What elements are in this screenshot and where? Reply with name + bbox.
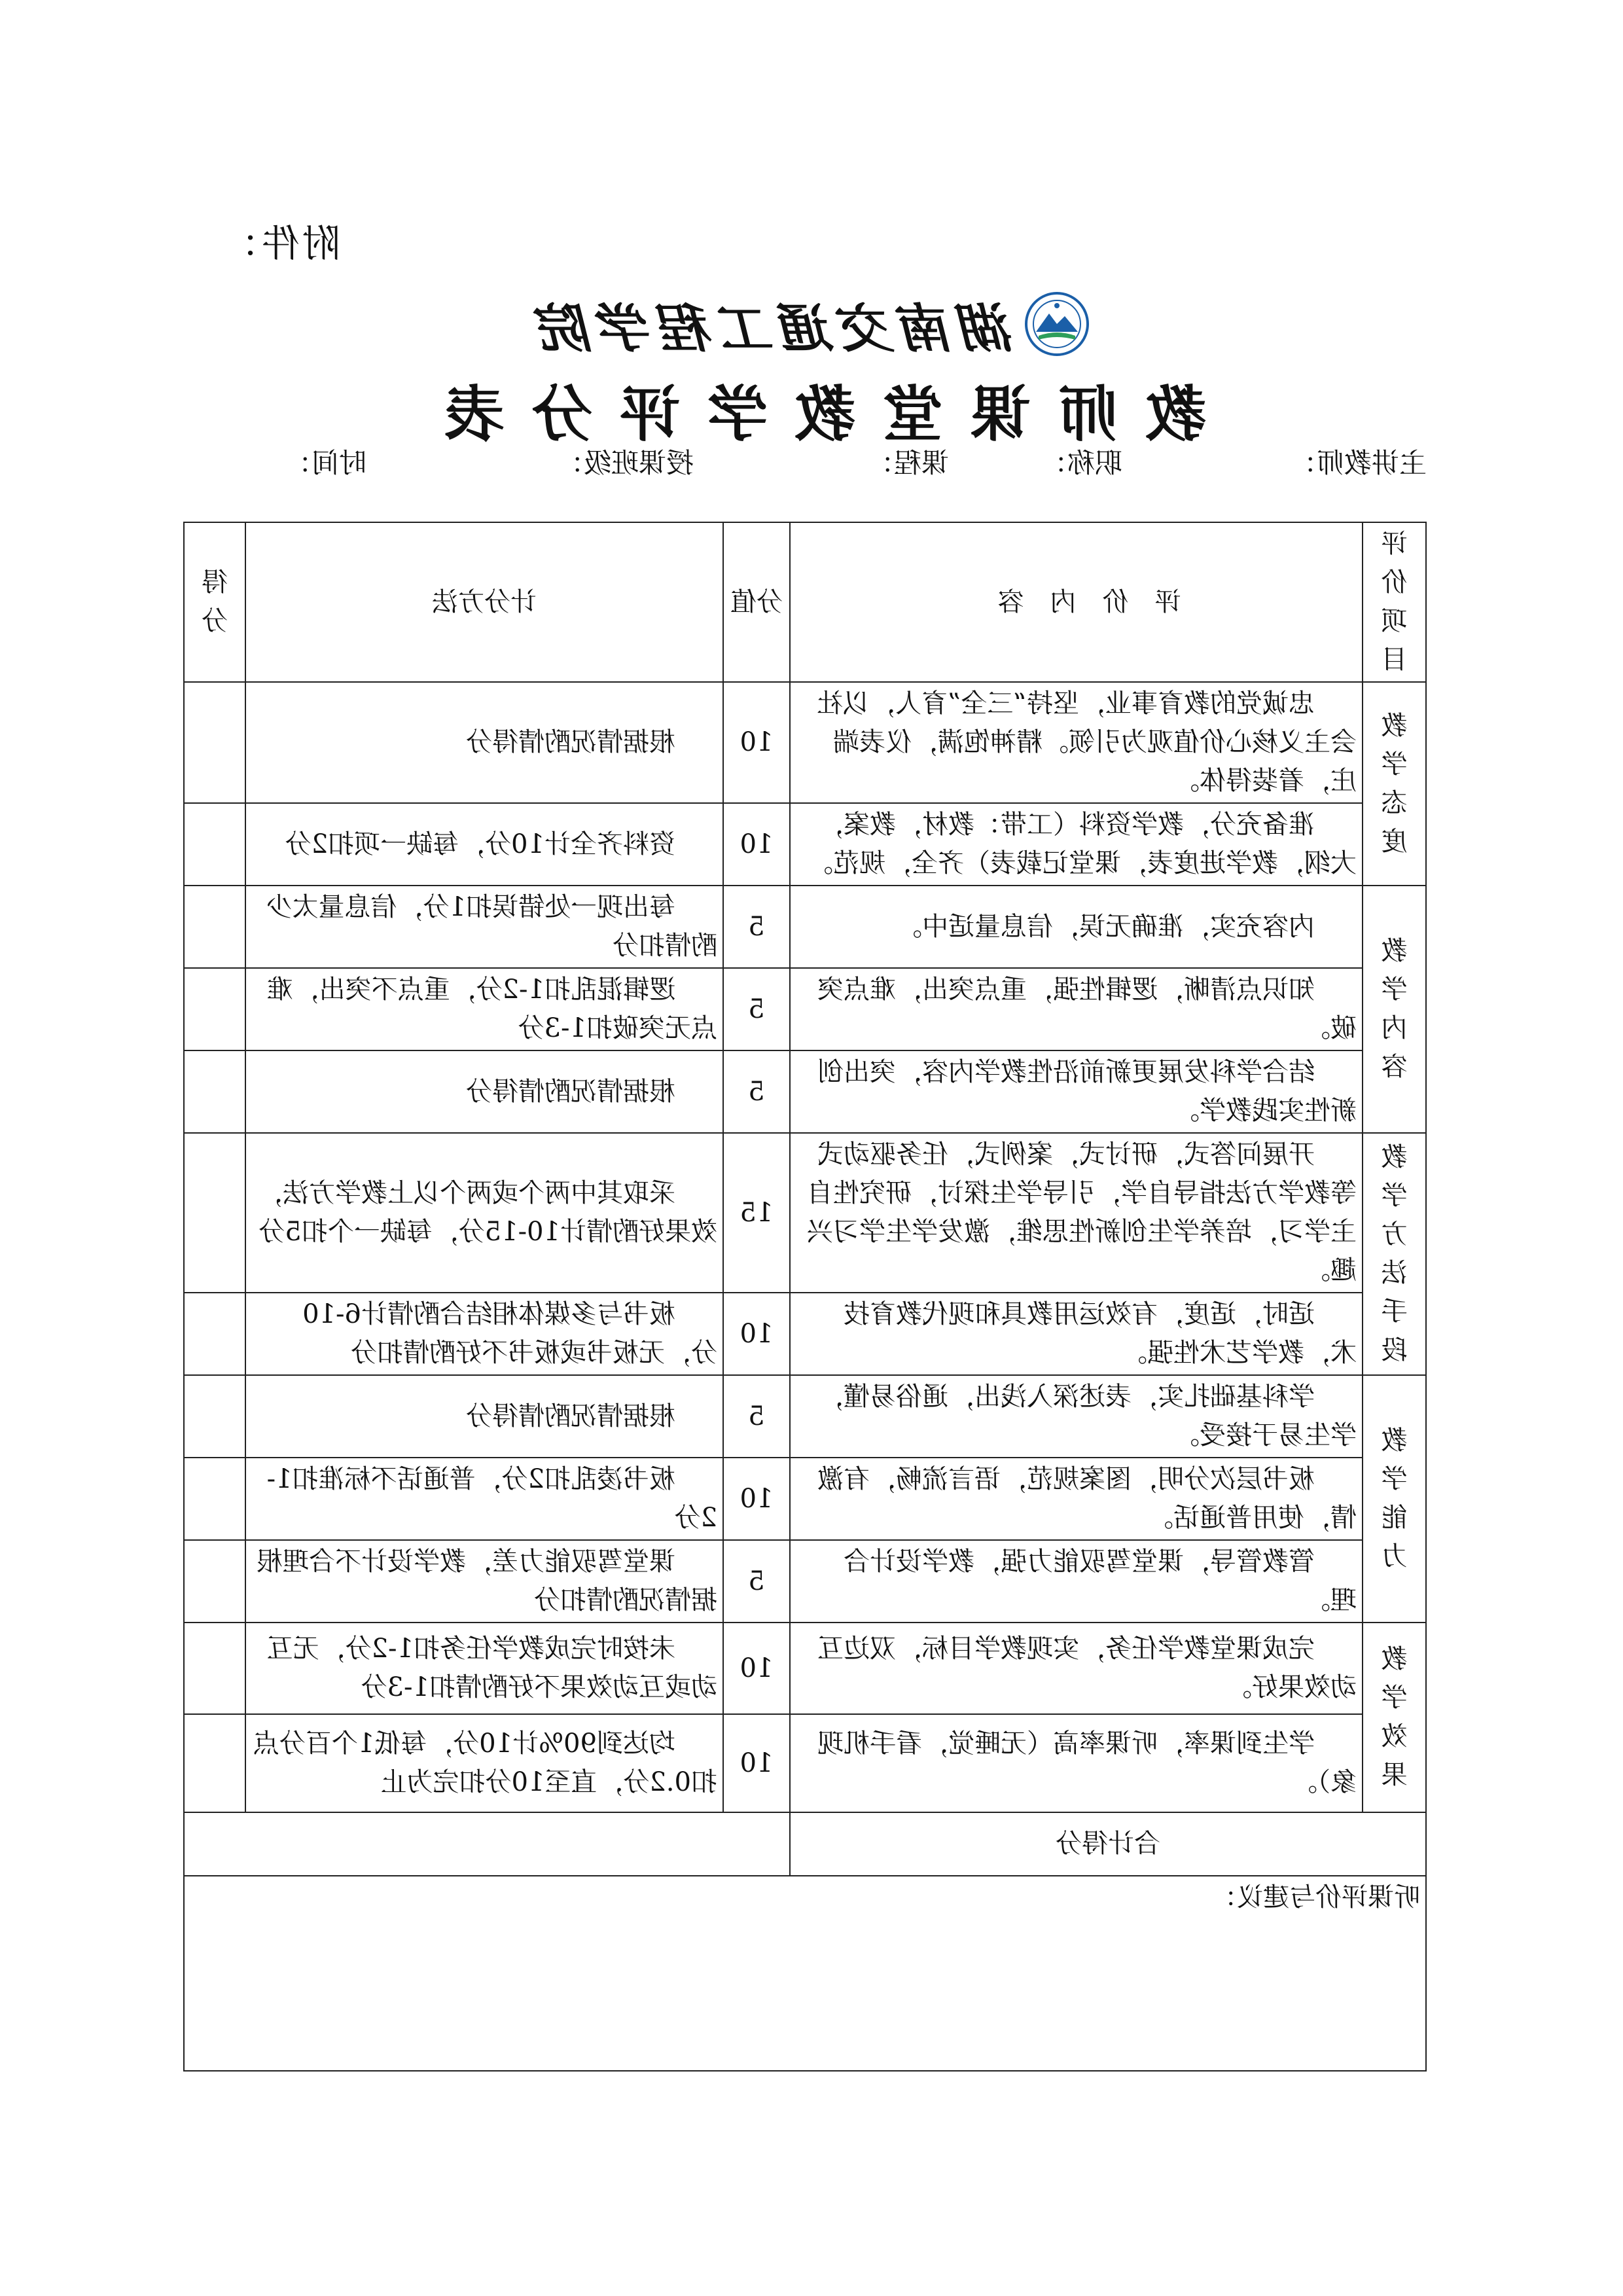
info-class-label: 授课班级： [556,447,694,479]
school-header [0,285,1623,363]
advice-cell[interactable] [184,1876,1426,2071]
value-cell: 15 [723,1133,790,1293]
content-cell: 适时，适度，有效运用教具和现代教育技术，教学艺术性强。 [790,1293,1363,1375]
method-cell: 根据情况酌情得分 [245,1375,723,1458]
table-header-row [184,522,1426,682]
table-row [184,1050,1426,1133]
content-cell: 结合学科发展更新前沿性教学内容，突出创新性实践教学。 [790,1050,1363,1133]
method-cell: 课堂驾驭能力差，教学设计不合理根据情况酌情扣分 [245,1540,723,1623]
score-cell[interactable] [184,682,245,803]
content-cell: 学生到课率，听课率高（无睡觉，看手机现象）。 [790,1714,1363,1812]
method-cell: 板书与多媒体相结合酌情计6-10分，无板书或板书不好酌情扣分 [245,1293,723,1375]
school-name: 湖南交通工程学院 [533,297,1015,359]
info-rank-label: 职称： [1039,447,1122,479]
method-cell: 每出现一处错误扣1分，信息量太少酌情扣分 [245,886,723,968]
table-row [184,1133,1426,1293]
score-cell[interactable] [184,803,245,886]
category-cell: 教学效果 [1363,1623,1426,1812]
content-cell: 板书层次分明，图案规范，语言流畅，有激情，使用普通话。 [790,1458,1363,1540]
table-row [184,1375,1426,1458]
table-row [184,1623,1426,1714]
value-cell: 10 [723,803,790,886]
table-row [184,1293,1426,1375]
category-cell: 教学方法手段 [1363,1133,1426,1375]
total-row [184,1812,1426,1876]
score-cell[interactable] [184,1458,245,1540]
value-cell: 5 [723,968,790,1050]
info-time-label: 时间： [283,447,366,479]
content-cell: 学科基础扎实，表述深入浅出，通俗易懂，学生易于接受。 [790,1375,1363,1458]
category-cell: 教学态度 [1363,682,1426,886]
score-cell[interactable] [184,1714,245,1812]
value-cell: 5 [723,1540,790,1623]
score-cell[interactable] [184,1540,245,1623]
score-cell[interactable] [184,1293,245,1375]
score-cell[interactable] [184,1375,245,1458]
header-content: 评价内容 [790,522,1363,682]
method-cell: 资料齐全计10分，每缺一项扣2分 [245,803,723,886]
table-row [184,1458,1426,1540]
content-cell: 准备充分，教学资料（工带：教材，教案，大纲，教学进度表，课堂记载表）齐全，规范。 [790,803,1363,886]
content-cell: 忠诚党的教育事业，坚持“三全”育人，以社会主义核心价值观为引领。精神饱满，仪表端庄，着装得体。 [790,682,1363,803]
value-cell: 5 [723,886,790,968]
method-cell: 逻辑混乱扣1-2分，重点不突出，难点无突破扣1-3分 [245,968,723,1050]
advice-label: 听课评价与建议： [1211,1882,1420,1912]
table-row [184,803,1426,886]
score-cell[interactable] [184,1133,245,1293]
header-score: 得分 [184,522,245,682]
score-cell[interactable] [184,968,245,1050]
content-cell: 开展问答式，研讨式，案例式，任务驱动式等教学方法指导自学，引导学生探讨，研究性自主学习，培养学生创新性思维，激发学生学习兴趣。 [790,1133,1363,1293]
content-cell: 管教管导，课堂驾驭能力强，教学设计合理。 [790,1540,1363,1623]
header-category: 评价项目 [1363,522,1426,682]
method-cell: 根据情况酌情得分 [245,1050,723,1133]
table-row [184,1540,1426,1623]
page-title: 教师课堂教学评分表 [417,379,1207,450]
value-cell: 10 [723,1714,790,1812]
info-course-label: 课程： [866,447,949,479]
score-cell[interactable] [184,886,245,968]
table-row [184,886,1426,968]
method-cell: 均达到90%计10分，每低1个百分点扣0.2分，直至10分扣完为止 [245,1714,723,1812]
advice-row [184,1876,1426,2071]
value-cell: 5 [723,1050,790,1133]
method-cell: 板书凌乱扣2分，普通话不标准扣1-2分 [245,1458,723,1540]
category-cell: 教学内容 [1363,886,1426,1133]
value-cell: 10 [723,1458,790,1540]
header-value: 分值 [723,522,790,682]
method-cell: 未按时完成教学任务扣1-2分，无互动或互动效果不好酌情扣1-3分 [245,1623,723,1714]
value-cell: 5 [723,1375,790,1458]
table-row [184,1714,1426,1812]
total-label: 合计得分 [790,1812,1426,1876]
content-cell: 内容充实，准确无误，信息量适中。 [790,886,1363,968]
method-cell: 采取其中两个或两个以上教学方法，效果好酌情计10-15分，每缺一个扣5分 [245,1133,723,1293]
value-cell: 10 [723,1293,790,1375]
school-logo-icon [1024,291,1090,357]
attachment-label: 附件： [218,221,340,266]
table-row [184,968,1426,1050]
value-cell: 10 [723,682,790,803]
info-teacher-label: 主讲教师： [1289,447,1427,479]
method-cell: 根据情况酌情得分 [245,682,723,803]
total-score-cell[interactable] [184,1812,790,1876]
content-cell: 完成课堂教学任务，实现教学目标，双边互动效果好。 [790,1623,1363,1714]
score-cell[interactable] [184,1623,245,1714]
category-cell: 教学能力 [1363,1375,1426,1623]
score-cell[interactable] [184,1050,245,1133]
value-cell: 10 [723,1623,790,1714]
content-cell: 知识点清晰，逻辑性强，重点突出，难点突破。 [790,968,1363,1050]
evaluation-table [183,522,1427,2072]
table-row [184,682,1426,803]
header-method: 计分方法 [245,522,723,682]
